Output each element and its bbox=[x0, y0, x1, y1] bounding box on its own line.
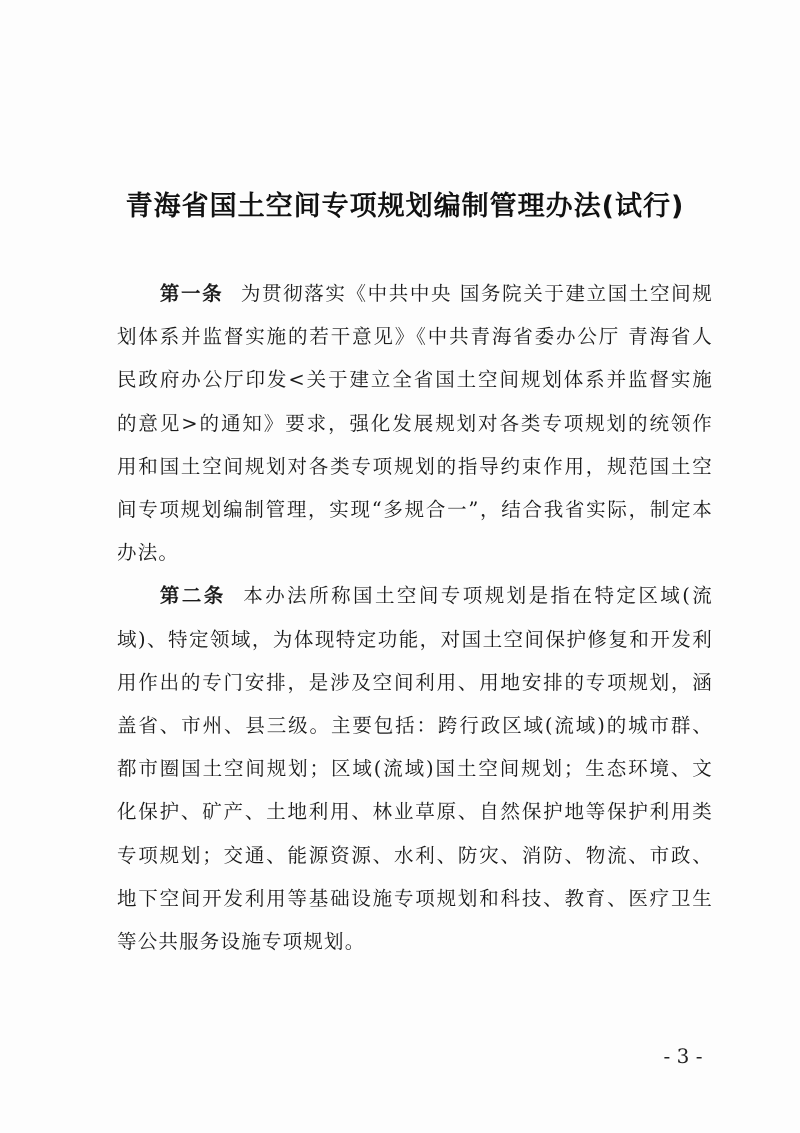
document-title: 青海省国土空间专项规划编制管理办法(试行) bbox=[125, 191, 685, 222]
article-2 bbox=[117, 574, 713, 963]
article-2-text: 本办法所称国土空间专项规划是指在特定区域(流域)、特定领域，为体现特定功能，对国土空间保护修复和开发利用作出的专门安排，是涉及空间利用、用地安排的专项规划，涵盖省、市州、县三级。主要包括：跨行政区域(流域)的城市群、都市圈国土空间规划；区域(流域)国土空间规划；生态环境、文化保护、矿产、土地利用、林业草原、自然保护地等保护利用类专项规划；交通、能源资源、水利、防灾、消防、物流、市政、地下空间开发利用等基础设施专项规划和科技、教育、医疗卫生等公共服务设施专项规划。 bbox=[117, 584, 713, 954]
article-1 bbox=[117, 272, 713, 574]
document-body bbox=[117, 272, 713, 963]
article-1-label: 第一条 bbox=[159, 282, 224, 305]
article-2-label: 第二条 bbox=[159, 584, 226, 608]
page-number: - 3 - bbox=[663, 1044, 703, 1068]
article-1-text: 为贯彻落实《中共中央 国务院关于建立国土空间规划体系并监督实施的若干意见》《中共青海省委办公厅 青海省人民政府办公厅印发<关于建立全省国土空间规划体系并监督实施的意见>的通知》要求，强化发展规划对各类专项规划的统领作用和国土空间规划对各类专项规划的指导约束作用，规范国土空间专项规划编制管理，实现“多规合一”，结合我省实际，制定本办法。 bbox=[117, 282, 713, 565]
